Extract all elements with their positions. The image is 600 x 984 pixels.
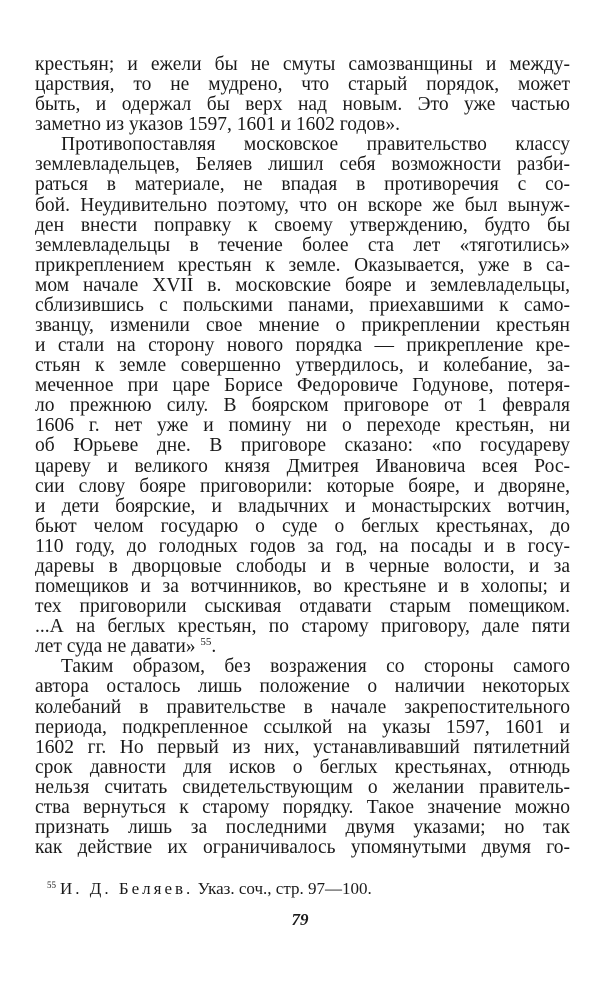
line-text: мом начале XVII в. московские бояре и землевладельцы, <box>35 274 570 296</box>
footnote-text: Указ. соч., стр. 97—100. <box>197 879 372 898</box>
text-line <box>35 477 570 497</box>
line-text: ства вернуться к старому порядку. Такое значение можно <box>35 796 570 818</box>
line-text: землевладельцы в течение более ста лет «тяготились» <box>35 234 570 256</box>
text-line <box>35 758 570 778</box>
text-line <box>35 216 570 236</box>
line-text: заметно из указов 1597, 1601 и 1602 годов». <box>35 114 400 136</box>
text-line <box>35 316 570 336</box>
text-line <box>35 75 570 95</box>
line-text: сии слову бояре приговорили: которые бояре, и дворяне, <box>35 475 570 497</box>
text-line <box>35 236 570 256</box>
line-text: прикреплением крестьян к земле. Оказывается, уже в са- <box>35 254 570 276</box>
text-line <box>35 557 570 577</box>
footnote-author: И. Д. Беляев. <box>60 879 194 898</box>
line-text: колебаний в правительстве в начале закрепостительного <box>35 696 570 718</box>
line-text: стьян к земле совершенно утвердилось, и колебание, за- <box>35 355 570 377</box>
text-line <box>35 436 570 456</box>
line-text: ло прежнюю силу. В боярском приговоре от 1 февраля <box>35 395 570 417</box>
line-text: меченное при царе Борисе Федоровиче Годунове, потеря- <box>35 375 570 397</box>
text-line <box>35 798 570 818</box>
text-line <box>35 196 570 216</box>
text-line <box>35 115 570 135</box>
line-text: Противопоставляя московское правительство классу <box>61 134 570 156</box>
text-line <box>35 818 570 838</box>
text-line <box>35 457 570 477</box>
text-line <box>35 517 570 537</box>
text-line <box>35 537 570 557</box>
line-text: сблизившись с польскими панами, приехавшими к само- <box>35 294 570 316</box>
line-text: Таким образом, без возражения со стороны самого <box>61 656 570 678</box>
text-line <box>35 677 570 697</box>
line-text: и стали на сторону нового порядка — прикрепление кре- <box>35 335 570 357</box>
text-line <box>35 55 570 75</box>
text-line <box>35 657 570 677</box>
text-line <box>35 95 570 115</box>
text-line <box>35 336 570 356</box>
text-line: лет суда не давати» $^{55}$. <box>35 636 217 658</box>
paragraph <box>35 135 570 657</box>
line-text: 1602 гг. Но первый из них, устанавливавший пятилетний <box>35 736 570 758</box>
text-line <box>35 718 570 738</box>
body-text <box>35 55 570 858</box>
text-line <box>35 617 570 637</box>
footnote-number: 55 <box>47 880 56 890</box>
line-text: помещиков и за вотчинников, во крестьяне и в холопы; и <box>35 576 570 598</box>
line-text: раться в материале, не впадая в противоречия с со- <box>35 174 570 196</box>
line-text: бьют челом государю о суде о беглых крестьянах, до <box>35 515 570 537</box>
text-line <box>35 577 570 597</box>
line-text: даревы в дворцовые слободы и в черные волости, и за <box>35 555 570 577</box>
line-text: быть, и одержал бы верх над новым. Это уже частью <box>35 94 570 116</box>
page-number: 79 <box>291 910 309 929</box>
text-line <box>35 155 570 175</box>
text-line <box>35 396 570 416</box>
line-text: 1606 г. нет уже и помину ни о переходе крестьян, ни <box>35 415 570 437</box>
text-line <box>35 838 570 858</box>
line-text: бой. Неудивительно поэтому, что он вскоре же был вынуж- <box>35 194 570 216</box>
text-line <box>35 376 570 396</box>
line-text: периода, подкрепленное ссылкой на указы 1597, 1601 и <box>35 716 570 738</box>
line-text: лет суда не давати» <box>35 636 196 658</box>
text-line <box>35 256 570 276</box>
line-text: ...А на беглых крестьян, по старому приговору, дале пяти <box>35 616 570 638</box>
line-text: признать лишь за последними двумя указами; но так <box>35 816 570 838</box>
line-text: автора осталось лишь положение о наличии некоторых <box>35 676 570 698</box>
line-text: 110 году, до голодных годов за год, на посады и в госу- <box>35 535 570 557</box>
text-line <box>35 738 570 758</box>
line-text: званцу, изменили свое мнение о прикреплении крестьян <box>35 315 570 337</box>
footnote-reference: 55 <box>200 636 212 649</box>
text-line <box>35 778 570 798</box>
text-line <box>35 416 570 436</box>
line-text: об Юрьеве дне. В приговоре сказано: «по государеву <box>35 435 570 457</box>
paragraph <box>35 55 570 135</box>
text-line <box>35 296 570 316</box>
line-text: крестьян; и ежели бы не смуты самозванщины и между- <box>35 54 570 75</box>
text-line <box>35 276 570 296</box>
line-text: нельзя считать свидетельствующим о желании правитель- <box>35 776 570 798</box>
text-line <box>35 135 570 155</box>
footnote <box>47 879 372 899</box>
text-line <box>35 497 570 517</box>
text-line <box>35 356 570 376</box>
text-line <box>35 698 570 718</box>
line-text: царствия, то не мудрено, что старый порядок, может <box>35 74 570 96</box>
line-text: ден внести поправку к своему утверждению, будто бы <box>35 214 570 236</box>
text-line <box>35 597 570 617</box>
line-text: цареву и великого князя Дмитрея Ивановича всея Рос- <box>35 455 570 477</box>
line-text: и дети боярские, и владычних и монастырских вотчин, <box>35 495 570 517</box>
text-line <box>35 175 570 195</box>
line-text: как действие их ограничивалось упомянутыми двумя го- <box>35 837 570 859</box>
line-text: срок давности для исков о беглых крестьянах, отнюдь <box>35 756 570 778</box>
paragraph <box>35 657 570 858</box>
line-text: землевладельцев, Беляев лишил себя возможности разби- <box>35 154 570 176</box>
line-text: тех приговорили сыскивая отдавати старым помещиком. <box>35 596 570 618</box>
